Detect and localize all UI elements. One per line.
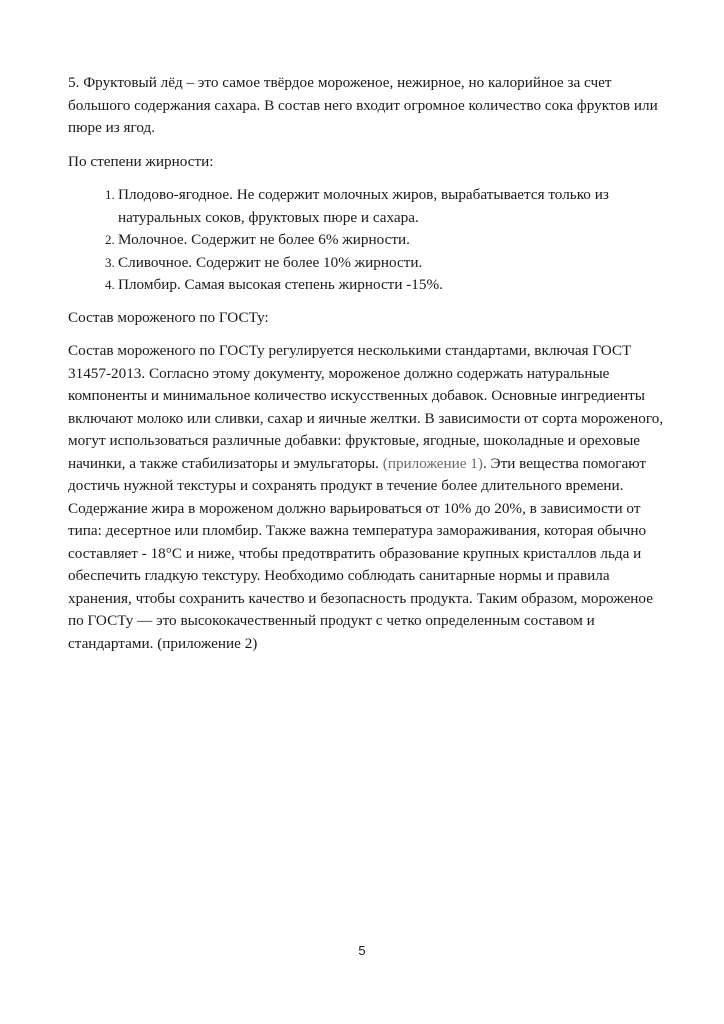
page-content bbox=[68, 72, 668, 666]
fat-content-heading: По степени жирности: bbox=[68, 152, 214, 170]
gost-text-part2: . Эти вещества помогают достичь нужной текстуры и сохранять продукт в течение более длительного времени. Содержание жира в мороженом должно варьироваться от 10% до 20%, в зависимости от типа: десертное или пломбир. Также важна температура замораживания, которая обычно составляет - 18°С и ниже, чтобы предотвратить образование крупных кристаллов льда и обеспечить гладкую текстуру. Необходимо соблюдать санитарные нормы и правила хранения, чтобы сохранить качество и безопасность продукта. Таким образом, мороженое по ГОСТу — это высококачественный продукт с четко определенным составом и стандартами. (приложение 2) bbox=[68, 454, 653, 652]
gost-text-part1: Состав мороженого по ГОСТу регулируется несколькими стандартами, включая ГОСТ 31457-2013. Согласно этому документу, мороженое должно содержать натуральные компоненты и минимальное количество искусственных добавок. Основные ингредиенты включают молоко или сливки, сахар и яичные желтки. В зависимости от сорта мороженого, могут использоваться различные добавки: фруктовые, ягодные, шоколадные и ореховые начинки, а также стабилизаторы и эмульгаторы. bbox=[68, 342, 664, 472]
paragraph-fruit-ice: 5. Фруктовый лёд – это самое твёрдое мороженое, нежирное, но калорийное за счет большого содержания сахара. В состав него входит огромное количество сока фруктов или пюре из ягод. bbox=[68, 74, 658, 136]
list-item: 1. Плодово-ягодное. Не содержит молочных жиров, вырабатывается только из натуральных соков, фруктовых пюре и сахара. bbox=[118, 184, 668, 229]
list-item: 3. Сливочное. Содержит не более 10% жирности. bbox=[118, 252, 668, 275]
list-item: 4. Пломбир. Самая высокая степень жирности -15%. bbox=[118, 274, 668, 297]
list-item: 2. Молочное. Содержит не более 6% жирности. bbox=[118, 229, 668, 252]
page-number: 5 bbox=[358, 943, 366, 958]
gost-heading: Состав мороженого по ГОСТу: bbox=[68, 308, 269, 326]
fat-content-list bbox=[68, 184, 668, 297]
gost-paragraph bbox=[68, 340, 668, 655]
appendix-1-reference: (приложение 1) bbox=[382, 454, 483, 472]
